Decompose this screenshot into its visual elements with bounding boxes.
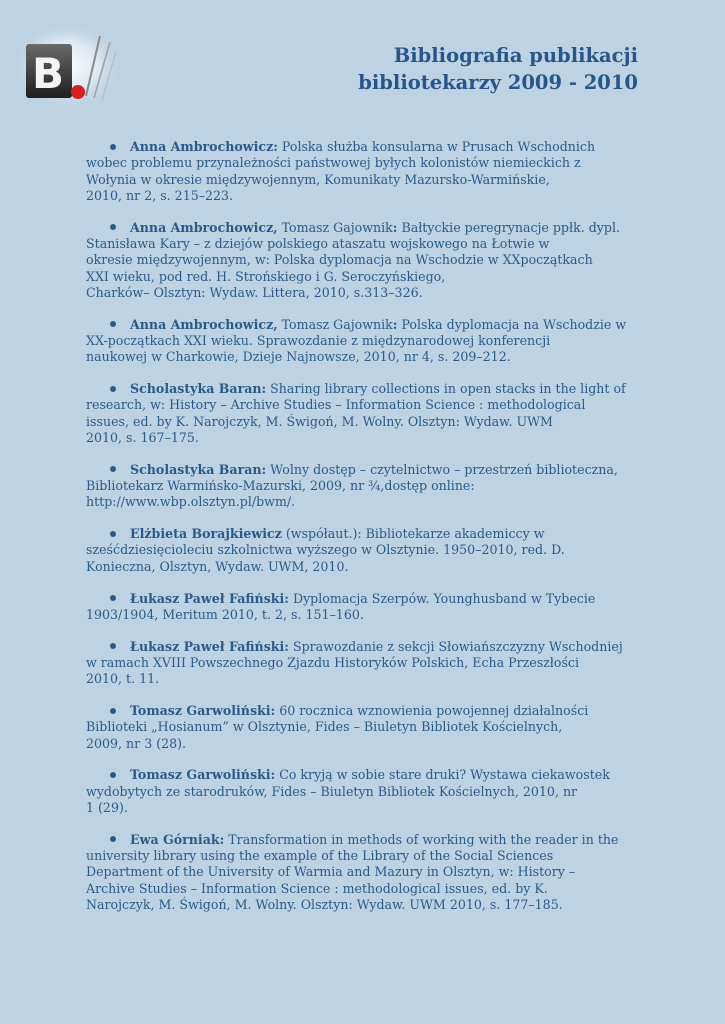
svg-text:B: B xyxy=(32,49,65,98)
entry-text-line: 1 (29). xyxy=(86,800,128,815)
entry-author: Anna Ambrochowicz: xyxy=(130,139,278,154)
bibliography-entry xyxy=(86,317,646,366)
entry-text-line: Biblioteki „Hosianum” w Olsztynie, Fides – Biuletyn Bibliotek Kościelnych, xyxy=(86,719,563,735)
entry-text-line: Narojczyk, M. Świgoń, M. Wolny. Olsztyn: Wydaw. UWM 2010, s. 177–185. xyxy=(86,896,563,912)
entry-author: Anna Ambrochowicz, xyxy=(130,219,278,235)
entry-text-line: w ramach XVIII Powszechnego Zjazdu Historyków Polskich, Echa Przeszłości xyxy=(86,654,580,670)
entry-colon: : xyxy=(392,219,398,235)
bullet-icon xyxy=(110,386,116,392)
entry-text-line: Konieczna, Olsztyn, Wydaw. UWM, 2010. xyxy=(86,558,349,574)
bibliography-entry xyxy=(86,767,646,816)
entry-text-line: 60 rocznica wznowienia powojennej działalności xyxy=(275,703,589,719)
bibliography-entry xyxy=(86,462,646,511)
entry-text-line: issues, ed. by K. Narojczyk, M. Świgoń, M. Wolny. Olsztyn: Wydaw. UWM xyxy=(86,413,553,429)
entry-author: Anna Ambrochowicz, xyxy=(130,316,278,332)
entry-text-line: naukowej w Charkowie, Dzieje Najnowsze, 2010, nr 4, s. 209–212. xyxy=(86,349,511,365)
entry-coauthor: Tomasz Gajownik xyxy=(277,219,393,235)
bibliography-entry xyxy=(86,139,646,204)
entry-text-line: Bałtyckie peregrynacje ppłk. dypl. xyxy=(397,219,620,235)
entry-text-line: 1903/1904, Meritum 2010, t. 2, s. 151–160. xyxy=(86,606,364,622)
entry-text-line: 2010, t. 11. xyxy=(86,671,160,687)
bullet-icon xyxy=(110,466,116,472)
entry-text-line: Polska służba konsularna w Prusach Wschodnich xyxy=(277,139,596,154)
entry-text-line: university library using the example of the Library of the Social Sciences xyxy=(86,848,554,864)
entry-text-line: http://www.wbp.olsztyn.pl/bwm/. xyxy=(86,494,296,510)
entry-text-line: Transformation in methods of working with the reader in the xyxy=(224,831,619,847)
entry-author: Scholastyka Baran: xyxy=(130,381,267,397)
bibliography-entry xyxy=(86,220,646,301)
entry-author: Elżbieta Borajkiewicz xyxy=(130,526,282,542)
title-line-2: bibliotekarzy 2009 - 2010 xyxy=(358,71,638,94)
entry-text-line: Wołynia w okresie międzywojennym, Komunikaty Mazursko-Warmińskie, xyxy=(86,171,550,187)
entry-text-line: XX-początkach XXI wieku. Sprawozdanie z międzynarodowej konferencji xyxy=(86,332,551,348)
bibliography-entry xyxy=(86,832,646,913)
entry-colon: : xyxy=(392,316,398,332)
entry-author: Scholastyka Baran: xyxy=(130,461,267,477)
entry-text-line: Sprawozdanie z sekcji Słowiańszczyzny Wschodniej xyxy=(288,638,623,654)
entry-text-line: 2010, nr 2, s. 215–223. xyxy=(86,187,234,203)
entry-text-line: 2009, nr 3 (28). xyxy=(86,735,187,751)
entry-text-line: okresie międzywojennym, w: Polska dyplomacja na Wschodzie w XXpoczątkach xyxy=(86,252,593,268)
entry-author: Łukasz Paweł Fafiński: xyxy=(130,590,289,606)
page-title xyxy=(358,42,638,96)
entry-text-line: Co kryją w sobie stare druki? Wystawa ciekawostek xyxy=(275,767,610,783)
entry-text-line: Wolny dostęp – czytelnictwo – przestrzeń biblioteczna, xyxy=(266,461,618,477)
entry-text-line: 2010, s. 167–175. xyxy=(86,429,199,445)
entry-author: Ewa Górniak: xyxy=(130,831,225,847)
entry-text-line: wobec problemu przynależności państwowej byłych kolonistów niemieckich z xyxy=(86,155,581,171)
entry-text-line: research, w: History – Archive Studies – Information Science : methodological xyxy=(86,397,586,413)
entry-text-line: Polska dyplomacja na Wschodzie w xyxy=(397,316,627,332)
bibliography-entry xyxy=(86,526,646,575)
entry-text-line: sześćdziesięcioleciu szkolnictwa wyższego w Olsztynie. 1950–2010, red. D. xyxy=(86,542,565,558)
entry-text-line: wydobytych ze starodruków, Fides – Biuletyn Bibliotek Kościelnych, 2010, nr xyxy=(86,783,578,799)
bullet-icon xyxy=(110,321,116,327)
title-line-1: Bibliografia publikacji xyxy=(393,44,638,67)
bullet-icon xyxy=(110,836,116,842)
bullet-icon xyxy=(110,531,116,537)
entry-text-line: XXI wieku, pod red. H. Strońskiego i G. Seroczyńskiego, xyxy=(86,268,446,284)
entry-text-line: Charków– Olsztyn: Wydaw. Littera, 2010, s.313–326. xyxy=(86,284,423,300)
entry-author: Tomasz Garwoliński: xyxy=(130,703,276,719)
bibliography-entry xyxy=(86,381,646,446)
bibliography-list xyxy=(86,139,646,929)
bibliography-entry xyxy=(86,591,646,624)
entry-coauthor: Tomasz Gajownik xyxy=(277,316,393,332)
entry-author: Tomasz Garwoliński: xyxy=(130,767,276,783)
entry-text-line: Archive Studies – Information Science : methodological issues, ed. by K. xyxy=(86,880,548,896)
bullet-icon xyxy=(110,224,116,230)
entry-text-line: Stanisława Kary – z dziejów polskiego ataszatu wojskowego na Łotwie w xyxy=(86,235,550,251)
bibliography-entry xyxy=(86,639,646,688)
bullet-icon xyxy=(110,772,116,778)
entry-text-line: Sharing library collections in open stacks in the light of xyxy=(266,381,626,397)
library-logo xyxy=(12,18,122,110)
bullet-icon xyxy=(110,708,116,714)
entry-text-line: Dyplomacja Szerpów. Younghusband w Tybecie xyxy=(288,590,596,606)
logo-accent-dot xyxy=(71,85,85,99)
entry-text-line: (współaut.): Bibliotekarze akademiccy w xyxy=(281,526,545,542)
bullet-icon xyxy=(110,595,116,601)
entry-text-line: Department of the University of Warmia and Mazury in Olsztyn, w: History – xyxy=(86,864,576,880)
bullet-icon xyxy=(110,643,116,649)
entry-author: Łukasz Paweł Fafiński: xyxy=(130,638,289,654)
bibliography-entry xyxy=(86,703,646,752)
bullet-icon xyxy=(110,144,116,150)
entry-text-line: Bibliotekarz Warmińsko-Mazurski, 2009, nr ¾,dostęp online: xyxy=(86,478,475,494)
